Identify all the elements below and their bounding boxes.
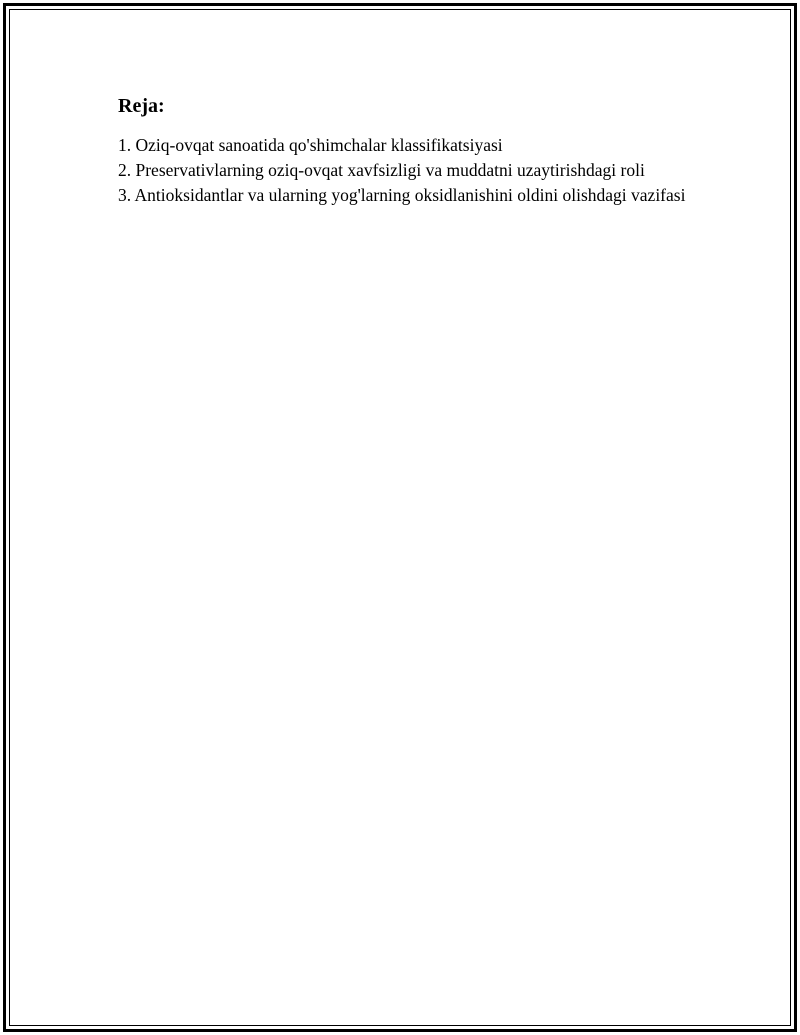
plan-item: 3. Antioksidantlar va ularning yog'larning oksidlanishini oldini olishdagi vazifasi [118,185,686,205]
plan-item: 2. Preservativlarning oziq-ovqat xavfsizligi va muddatni uzaytirishdagi roli [118,160,645,180]
plan-list [118,133,688,208]
plan-item: 1. Oziq-ovqat sanoatida qo'shimchalar klassifikatsiyasi [118,135,503,155]
page-content [118,94,688,208]
plan-heading: Reja: [118,95,165,117]
